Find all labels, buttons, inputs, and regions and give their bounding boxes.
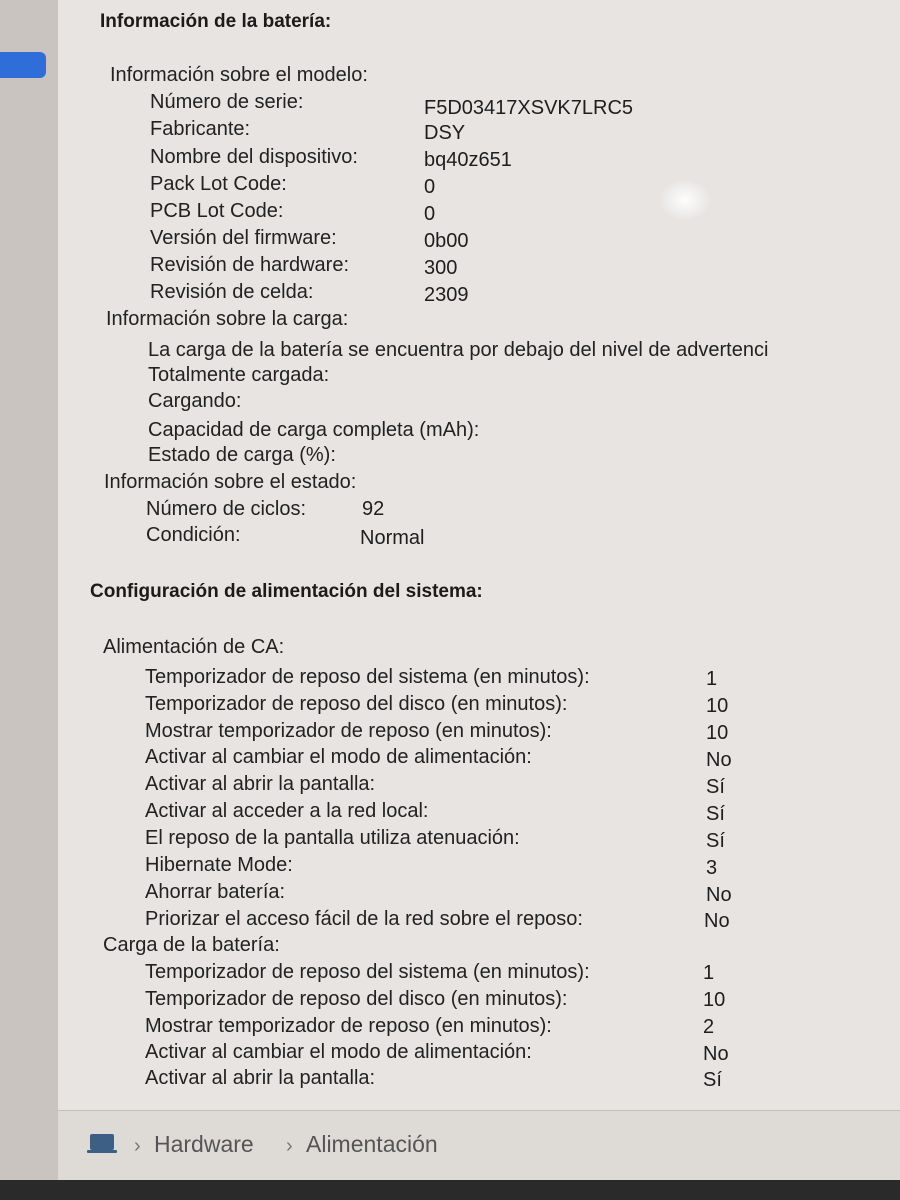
ac-display-dim-value: Sí <box>706 830 725 852</box>
charge-info-header: Información sobre la carga: <box>106 308 349 330</box>
ac-wake-on-lan-value: Sí <box>706 803 725 825</box>
ac-disk-sleep-value: 10 <box>706 695 729 717</box>
full-charge-capacity-label: Capacidad de carga completa (mAh): <box>148 419 480 441</box>
batt-system-sleep-label: Temporizador de reposo del sistema (en minutos): <box>145 961 590 983</box>
sidebar-selected-item[interactable] <box>0 52 46 78</box>
low-charge-warning: La carga de la batería se encuentra por debajo del nivel de advertenci <box>148 339 769 361</box>
ac-low-power-label: Ahorrar batería: <box>145 881 286 903</box>
charging-label: Cargando: <box>148 390 242 412</box>
hardware-revision-label: Revisión de hardware: <box>150 254 349 276</box>
device-name-value: bq40z651 <box>424 149 512 171</box>
condition-label: Condición: <box>146 524 241 546</box>
status-info-header: Información sobre el estado: <box>104 471 357 493</box>
cell-revision-label: Revisión de celda: <box>150 281 314 303</box>
ac-network-priority-label: Priorizar el acceso fácil de la red sobre el reposo: <box>145 908 583 930</box>
serial-number-label: Número de serie: <box>150 91 304 113</box>
ac-display-dim-label: El reposo de la pantalla utiliza atenuación: <box>145 827 520 849</box>
batt-display-sleep-value: 2 <box>703 1016 715 1038</box>
ac-disk-sleep-label: Temporizador de reposo del disco (en minutos): <box>145 693 568 715</box>
breadcrumb-alimentacion[interactable]: Alimentación <box>306 1131 438 1157</box>
batt-wake-on-power-change-value: No <box>703 1043 729 1065</box>
ac-wake-on-lid-open-label: Activar al abrir la pantalla: <box>145 773 376 795</box>
breadcrumb-separator: › <box>286 1135 293 1157</box>
condition-value: Normal <box>360 527 425 549</box>
ac-display-sleep-value: 10 <box>706 722 729 744</box>
battery-info-title: Información de la batería: <box>100 11 332 32</box>
pcb-lot-code-value: 0 <box>424 203 436 225</box>
state-of-charge-label: Estado de carga (%): <box>148 444 336 466</box>
ac-display-sleep-label: Mostrar temporizador de reposo (en minutos): <box>145 720 552 742</box>
power-config-title: Configuración de alimentación del sistema: <box>90 581 483 602</box>
ac-low-power-value: No <box>706 884 732 906</box>
firmware-version-label: Versión del firmware: <box>150 227 337 249</box>
ac-system-sleep-label: Temporizador de reposo del sistema (en minutos): <box>145 666 590 688</box>
device-name-label: Nombre del dispositivo: <box>150 146 358 168</box>
breadcrumb-hardware[interactable]: Hardware <box>154 1131 254 1157</box>
ac-hibernate-mode-value: 3 <box>706 857 718 879</box>
manufacturer-label: Fabricante: <box>150 118 251 140</box>
ac-power-header: Alimentación de CA: <box>103 636 285 658</box>
hardware-revision-value: 300 <box>424 257 458 279</box>
breadcrumb-separator: › <box>134 1135 141 1157</box>
cell-revision-value: 2309 <box>424 284 469 306</box>
ac-hibernate-mode-label: Hibernate Mode: <box>145 854 293 876</box>
batt-wake-on-lid-open-value: Sí <box>703 1069 722 1091</box>
batt-wake-on-lid-open-label: Activar al abrir la pantalla: <box>145 1067 376 1089</box>
batt-display-sleep-label: Mostrar temporizador de reposo (en minutos): <box>145 1015 552 1037</box>
ac-wake-on-power-change-value: No <box>706 749 732 771</box>
cycle-count-value: 92 <box>362 498 385 520</box>
manufacturer-value: DSY <box>424 122 466 144</box>
ac-wake-on-lan-label: Activar al acceder a la red local: <box>145 800 429 822</box>
batt-system-sleep-value: 1 <box>703 962 715 984</box>
ac-system-sleep-value: 1 <box>706 668 718 690</box>
model-info-header: Información sobre el modelo: <box>110 64 368 86</box>
screen-bezel <box>0 1180 900 1200</box>
pcb-lot-code-label: PCB Lot Code: <box>150 200 284 222</box>
batt-disk-sleep-label: Temporizador de reposo del disco (en minutos): <box>145 988 568 1010</box>
batt-wake-on-power-change-label: Activar al cambiar el modo de alimentación: <box>145 1041 532 1063</box>
battery-power-header: Carga de la batería: <box>103 934 280 956</box>
ac-wake-on-power-change-label: Activar al cambiar el modo de alimentación: <box>145 746 532 768</box>
fully-charged-label: Totalmente cargada: <box>148 364 330 386</box>
pack-lot-code-value: 0 <box>424 176 436 198</box>
batt-disk-sleep-value: 10 <box>703 989 726 1011</box>
ac-network-priority-value: No <box>704 910 730 932</box>
computer-icon[interactable] <box>90 1134 114 1150</box>
serial-number-value: F5D03417XSVK7LRC5 <box>424 97 634 119</box>
firmware-version-value: 0b00 <box>424 230 469 252</box>
sidebar <box>0 0 58 1200</box>
pack-lot-code-label: Pack Lot Code: <box>150 173 287 195</box>
ac-wake-on-lid-open-value: Sí <box>706 776 725 798</box>
cycle-count-label: Número de ciclos: <box>146 498 307 520</box>
